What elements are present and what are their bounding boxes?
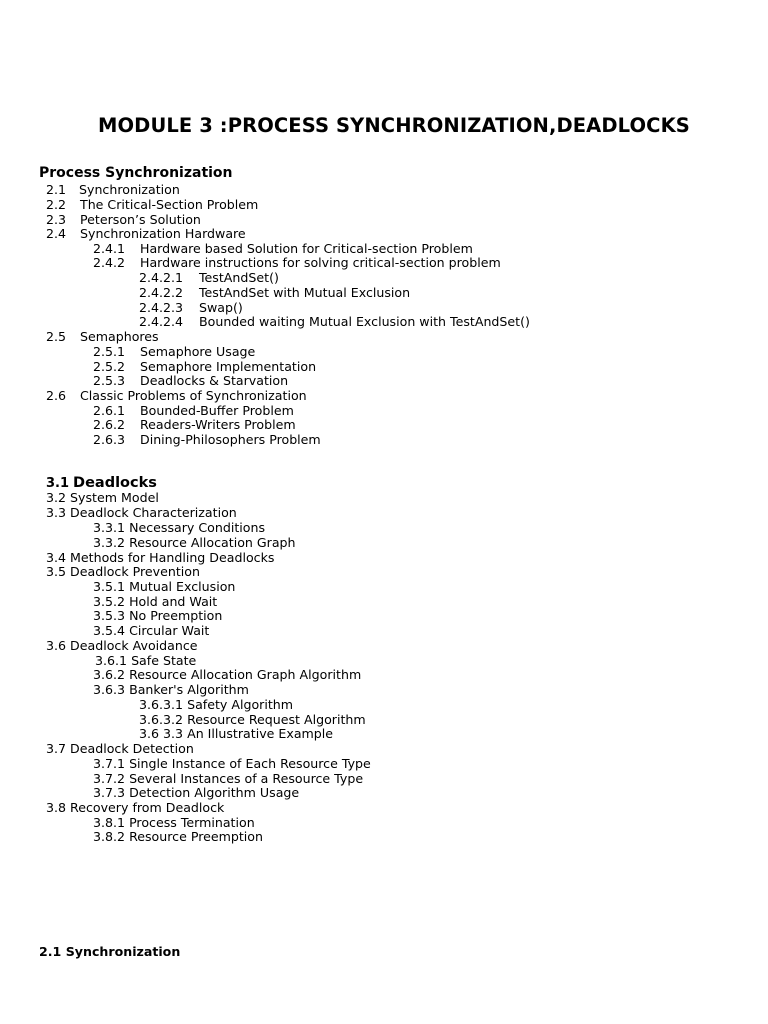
- toc-item: [46, 329, 159, 344]
- toc-item-number: 3.6.3.2: [139, 712, 184, 727]
- toc-item-label: Circular Wait: [129, 623, 210, 638]
- toc-item-label: Hardware instructions for solving critical-section problem: [140, 255, 501, 270]
- toc-item-label: No Preemption: [129, 608, 223, 623]
- toc-item-label: Bounded-Buffer Problem: [140, 403, 294, 418]
- toc-item-label: The Critical-Section Problem: [80, 197, 259, 212]
- toc-item: [93, 241, 473, 256]
- toc-item-label: Swap(): [199, 300, 243, 315]
- toc-item-number: 2.5.3: [93, 373, 126, 388]
- toc-item: [93, 520, 265, 535]
- toc-item: [46, 550, 274, 565]
- toc-item: [93, 417, 296, 432]
- toc-item-number: 2.4.2.2: [139, 285, 184, 300]
- toc-item-label: An Illustrative Example: [187, 726, 334, 741]
- toc-item-number: 3.2: [46, 490, 67, 505]
- toc-item-number: 3.6.3.1: [139, 697, 184, 712]
- toc-item-number: 2.5.2: [93, 359, 126, 374]
- toc-item-number: 3.6.2: [93, 667, 126, 682]
- toc-item-number: 3.5.1: [93, 579, 126, 594]
- toc-item-number: 3.6.1: [95, 653, 128, 668]
- toc-item: [93, 771, 363, 786]
- toc-item: [139, 285, 410, 300]
- toc-item: [139, 270, 279, 285]
- toc-item-label: Synchronization Hardware: [80, 226, 246, 241]
- toc-item-label: TestAndSet with Mutual Exclusion: [199, 285, 411, 300]
- process-sync-heading: Process Synchronization: [39, 165, 233, 181]
- deadlocks-heading-number: 3.1: [46, 476, 70, 491]
- toc-item-label: Deadlock Detection: [70, 741, 194, 756]
- toc-item-label: TestAndSet(): [199, 270, 279, 285]
- toc-item-label: Resource Allocation Graph Algorithm: [129, 667, 362, 682]
- toc-item-label: Banker's Algorithm: [129, 682, 249, 697]
- toc-item-number: 3.8: [46, 800, 67, 815]
- toc-item-label: Single Instance of Each Resource Type: [129, 756, 371, 771]
- toc-item-number: 2.6: [46, 388, 67, 403]
- toc-item: [93, 373, 288, 388]
- toc-item-label: Resource Request Algorithm: [187, 712, 366, 727]
- toc-item: [93, 403, 294, 418]
- toc-item-label: Classic Problems of Synchronization: [80, 388, 307, 403]
- toc-item-label: Deadlock Characterization: [70, 505, 237, 520]
- toc-item-label: Hardware based Solution for Critical-section Problem: [140, 241, 473, 256]
- toc-item: [93, 535, 296, 550]
- toc-item-number: 2.5: [46, 329, 67, 344]
- toc-item: [93, 623, 209, 638]
- toc-item: [139, 300, 243, 315]
- toc-item-number: 2.4: [46, 226, 67, 241]
- deadlocks-heading-label: Deadlocks: [73, 475, 157, 491]
- toc-item-number: 2.4.2: [93, 255, 126, 270]
- toc-item-label: Resource Preemption: [129, 829, 263, 844]
- toc-item: [93, 815, 255, 830]
- toc-item-number: 3.5: [46, 564, 67, 579]
- toc-item-label: Deadlock Avoidance: [70, 638, 198, 653]
- toc-item-label: Safety Algorithm: [187, 697, 294, 712]
- toc-item-label: Deadlock Prevention: [70, 564, 200, 579]
- toc-item: [93, 432, 321, 447]
- toc-item-number: 2.6.1: [93, 403, 126, 418]
- toc-item-label: Semaphore Usage: [140, 344, 256, 359]
- toc-item: [93, 594, 217, 609]
- toc-item-number: 3.3.1: [93, 520, 126, 535]
- toc-item-label: Necessary Conditions: [129, 520, 266, 535]
- toc-item-number: 3.6.3: [93, 682, 126, 697]
- toc-item-number: 3.7.3: [93, 785, 126, 800]
- toc-item: [93, 756, 371, 771]
- toc-item-label: Dining-Philosophers Problem: [140, 432, 321, 447]
- toc-item-number: 3.8.1: [93, 815, 126, 830]
- toc-item-label: Hold and Wait: [129, 594, 218, 609]
- toc-item: [93, 667, 361, 682]
- toc-item-number: 3.5.3: [93, 608, 126, 623]
- toc-item: [46, 800, 224, 815]
- toc-item: [93, 785, 299, 800]
- toc-item: [46, 564, 200, 579]
- toc-item-label: Bounded waiting Mutual Exclusion with TestAndSet(): [199, 314, 530, 329]
- toc-item-number: 3.4: [46, 550, 67, 565]
- toc-item-number: 3.6: [46, 638, 67, 653]
- toc-item-number: 2.6.2: [93, 417, 126, 432]
- toc-item: [46, 490, 159, 505]
- toc-item-label: Semaphore Implementation: [140, 359, 317, 374]
- toc-item-number: 2.4.2.4: [139, 314, 184, 329]
- toc-item-label: System Model: [70, 490, 159, 505]
- toc-item-label: Mutual Exclusion: [129, 579, 236, 594]
- toc-item-number: 2.2: [46, 197, 67, 212]
- toc-item: [46, 741, 194, 756]
- toc-item-number: 3.7.2: [93, 771, 126, 786]
- toc-item-label: Synchronization: [79, 182, 180, 197]
- toc-item-number: 3.7: [46, 741, 67, 756]
- toc-item: [46, 212, 201, 227]
- toc-item-number: 2.5.1: [93, 344, 126, 359]
- toc-item-label: Process Termination: [129, 815, 255, 830]
- toc-item-number: 2.6.3: [93, 432, 126, 447]
- toc-item-label: Readers-Writers Problem: [140, 417, 296, 432]
- toc-item-number: 3.7.1: [93, 756, 126, 771]
- toc-item: [46, 197, 258, 212]
- toc-item-label: Several Instances of a Resource Type: [129, 771, 364, 786]
- toc-item-number: 3.6 3.3: [139, 726, 184, 741]
- toc-item-number: 3.5.2: [93, 594, 126, 609]
- toc-item-label: Semaphores: [80, 329, 159, 344]
- page-title: MODULE 3 :PROCESS SYNCHRONIZATION,DEADLOCKS: [98, 114, 690, 137]
- toc-item: [46, 505, 237, 520]
- toc-item-number: 2.4.2.1: [139, 270, 184, 285]
- toc-item-number: 2.4.2.3: [139, 300, 184, 315]
- toc-item: [139, 314, 530, 329]
- toc-item-number: 3.8.2: [93, 829, 126, 844]
- toc-item: [139, 697, 293, 712]
- toc-item-number: 3.3.2: [93, 535, 126, 550]
- toc-item-label: Safe State: [131, 653, 197, 668]
- toc-item: [93, 344, 255, 359]
- toc-item: [93, 255, 501, 270]
- toc-item-label: Recovery from Deadlock: [70, 800, 225, 815]
- toc-item: [93, 682, 249, 697]
- toc-item: [95, 653, 196, 668]
- toc-item-label: Peterson’s Solution: [80, 212, 201, 227]
- toc-item: [93, 579, 235, 594]
- section-start-heading: 2.1 Synchronization: [39, 944, 181, 959]
- toc-item-label: Detection Algorithm Usage: [129, 785, 300, 800]
- toc-item-label: Deadlocks & Starvation: [140, 373, 289, 388]
- toc-item-number: 3.5.4: [93, 623, 126, 638]
- toc-item-label: Methods for Handling Deadlocks: [70, 550, 275, 565]
- toc-item: [46, 638, 198, 653]
- toc-item: [46, 388, 307, 403]
- toc-item-label: Resource Allocation Graph: [129, 535, 296, 550]
- toc-item: [46, 182, 180, 197]
- toc-item: [46, 226, 246, 241]
- toc-item-number: 2.4.1: [93, 241, 126, 256]
- toc-item-number: 2.3: [46, 212, 67, 227]
- toc-item-number: 3.3: [46, 505, 67, 520]
- toc-item: [93, 359, 316, 374]
- toc-item: [93, 829, 263, 844]
- toc-item: [139, 726, 333, 741]
- toc-item: [93, 608, 222, 623]
- toc-item-number: 2.1: [46, 182, 67, 197]
- toc-item: [139, 712, 366, 727]
